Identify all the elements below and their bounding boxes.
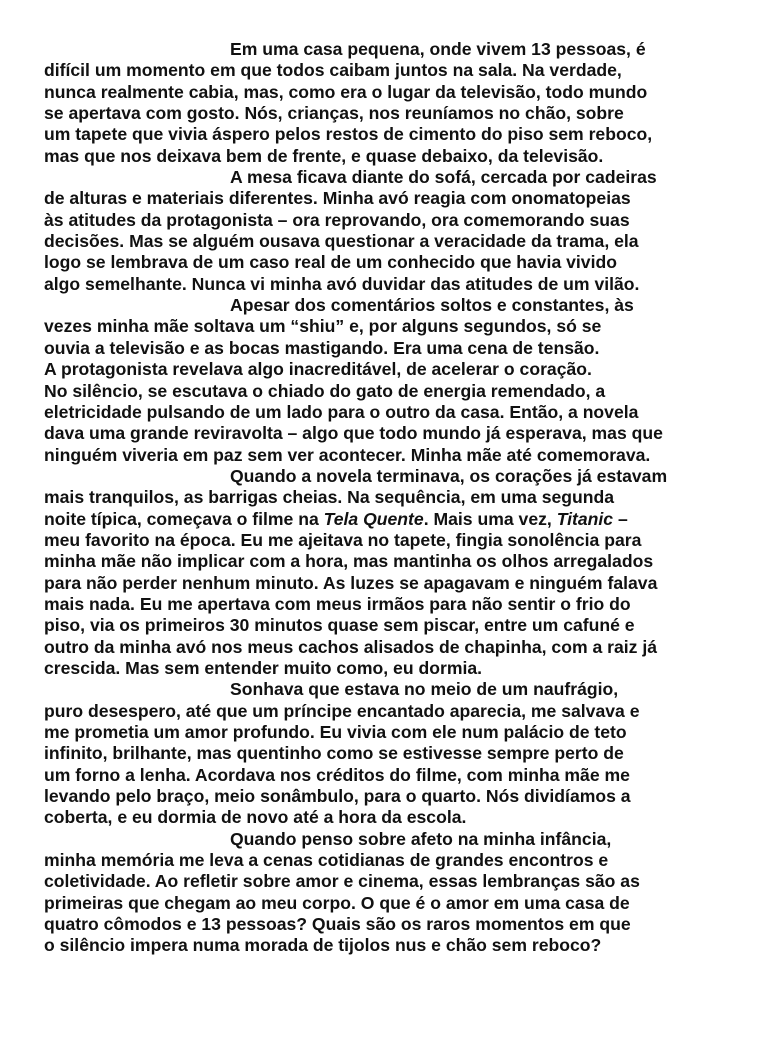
text-line: minha memória me leva a cenas cotidianas de grandes encontros e xyxy=(44,850,609,871)
text-line: mais tranquilos, as barrigas cheias. Na sequência, em uma segunda xyxy=(44,487,615,508)
paragraph-4 xyxy=(44,466,744,679)
document-body xyxy=(44,39,744,957)
text-line: difícil um momento em que todos caibam juntos na sala. Na verdade, xyxy=(44,60,622,81)
text-line: No silêncio, se escutava o chiado do gato de energia remendado, a xyxy=(44,380,606,401)
text-line: Quando penso sobre afeto na minha infância, xyxy=(230,828,612,849)
text-line: piso, via os primeiros 30 minutos quase sem piscar, entre um cafuné e xyxy=(44,615,635,636)
text-line: levando pelo braço, meio sonâmbulo, para o quarto. Nós dividíamos a xyxy=(44,786,631,807)
text-line: puro desespero, até que um príncipe encantado aparecia, me salvava e xyxy=(44,700,640,721)
text-line: coberta, e eu dormia de novo até a hora da escola. xyxy=(44,807,467,828)
paragraph-1 xyxy=(44,39,744,167)
text-line: A protagonista revelava algo inacreditável, de acelerar o coração. xyxy=(44,359,592,380)
text-line: minha mãe não implicar com a hora, mas mantinha os olhos arregalados xyxy=(44,551,654,572)
text-line: dava uma grande reviravolta – algo que todo mundo já esperava, mas que xyxy=(44,423,663,444)
text-line: de alturas e materiais diferentes. Minha avó reagia com onomatopeias xyxy=(44,188,631,209)
text-line: Em uma casa pequena, onde vivem 13 pessoas, é xyxy=(230,39,646,59)
text-line: o silêncio impera numa morada de tijolos nus e chão sem reboco? xyxy=(44,935,602,956)
text-segment: . Mais uma vez, xyxy=(423,508,557,529)
paragraph-3 xyxy=(44,295,744,466)
text-line: para não perder nenhum minuto. As luzes se apagavam e ninguém falava xyxy=(44,572,658,593)
text-line: A mesa ficava diante do sofá, cercada por cadeiras xyxy=(230,167,657,188)
text-line: me prometia um amor profundo. Eu vivia com ele num palácio de teto xyxy=(44,722,627,742)
text-line: coletividade. Ao refletir sobre amor e cinema, essas lembranças são as xyxy=(44,871,640,892)
text-segment: noite típica, começava o filme na xyxy=(44,508,324,529)
text-line: às atitudes da protagonista – ora reprovando, ora comemorando suas xyxy=(44,209,630,230)
text-line: Sonhava que estava no meio de um naufrágio, xyxy=(230,679,619,700)
text-line: um forno a lenha. Acordava nos créditos do filme, com minha mãe me xyxy=(44,764,630,785)
text-line: logo se lembrava de um caso real de um conhecido que havia vivido xyxy=(44,252,617,273)
text-line: mais nada. Eu me apertava com meus irmãos para não sentir o frio do xyxy=(44,593,631,614)
text-line: algo semelhante. Nunca vi minha avó duvidar das atitudes de um vilão. xyxy=(44,273,640,294)
text-line: um tapete que vivia áspero pelos restos de cimento do piso sem reboco, xyxy=(44,124,653,145)
text-line: quatro cômodos e 13 pessoas? Quais são os raros momentos em que xyxy=(44,914,631,935)
text-line: infinito, brilhante, mas quentinho como se estivesse sempre perto de xyxy=(44,743,624,764)
text-line: outro da minha avó nos meus cachos alisados de chapinha, com a raiz já xyxy=(44,636,658,657)
text-line: ninguém viveria em paz sem ver acontecer. Minha mãe até comemorava. xyxy=(44,444,651,465)
text-line: decisões. Mas se alguém ousava questionar a veracidade da trama, ela xyxy=(44,231,639,252)
paragraph-6 xyxy=(44,829,744,957)
paragraph-2 xyxy=(44,167,744,295)
text-line: meu favorito na época. Eu me ajeitava no tapete, fingia sonolência para xyxy=(44,529,642,550)
tv-program-title: Tela Quente xyxy=(323,508,424,529)
text-line: nunca realmente cabia, mas, como era o lugar da televisão, todo mundo xyxy=(44,81,648,102)
text-line: mas que nos deixava bem de frente, e quase debaixo, da televisão. xyxy=(44,145,604,166)
text-line: eletricidade pulsando de um lado para o outro da casa. Então, a novela xyxy=(44,401,639,422)
paragraph-5 xyxy=(44,679,744,828)
text-line: vezes minha mãe soltava um “shiu” e, por alguns segundos, só se xyxy=(44,316,602,337)
text-line: se apertava com gosto. Nós, crianças, nos reuníamos no chão, sobre xyxy=(44,103,624,124)
text-line-with-titles xyxy=(44,509,744,530)
text-line: crescida. Mas sem entender muito como, eu dormia. xyxy=(44,657,483,678)
text-line: ouvia a televisão e as bocas mastigando. Era uma cena de tensão. xyxy=(44,337,600,358)
text-line: Apesar dos comentários soltos e constantes, às xyxy=(230,295,634,316)
text-line: Quando a novela terminava, os corações já estavam xyxy=(230,465,668,486)
text-segment: – xyxy=(613,508,628,529)
text-line: primeiras que chegam ao meu corpo. O que é o amor em uma casa de xyxy=(44,892,630,913)
film-title: Titanic xyxy=(556,508,614,529)
